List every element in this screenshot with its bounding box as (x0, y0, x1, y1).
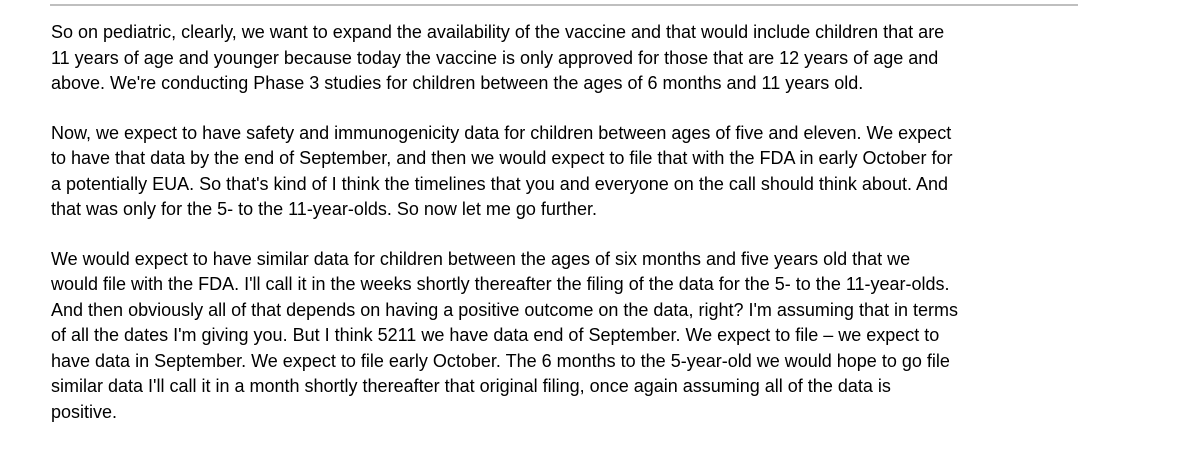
text-line: that was only for the 5- to the 11-year-olds. So now let me go further. (51, 199, 597, 219)
text-line: So on pediatric, clearly, we want to expand the availability of the vaccine and that would include children that are (51, 22, 945, 42)
transcript-body (51, 20, 1151, 449)
paragraph-timeline-5-to-11 (51, 121, 1151, 223)
text-line: positive. (51, 401, 118, 422)
text-line: above. We're conducting Phase 3 studies for children between the ages of 6 months and 11 years old. (51, 73, 864, 93)
text-line: to have that data by the end of September, and then we would expect to file that with the FDA in early October for (51, 148, 953, 168)
text-line: similar data I'll call it in a month shortly thereafter that original filing, once again assuming all of the data is (51, 376, 891, 396)
top-divider (50, 4, 1078, 6)
text-line: a potentially EUA. So that's kind of I think the timelines that you and everyone on the call should think about. And (51, 173, 948, 194)
text-line: And then obviously all of that depends on having a positive outcome on the data, right? I'm assuming that in terms (51, 299, 958, 320)
text-line: would file with the FDA. I'll call it in the weeks shortly thereafter the filing of the data for the 5- to the 11-year-olds. (51, 274, 950, 294)
text-line: of all the dates I'm giving you. But I think 5211 we have data end of September. We expect to file – we expect to (51, 325, 940, 345)
paragraph-pediatric-intro (51, 20, 1151, 97)
text-line: have data in September. We expect to file early October. The 6 months to the 5-year-old we would hope to go file (51, 350, 950, 371)
text-line: Now, we expect to have safety and immunogenicity data for children between ages of five and eleven. We expect (51, 122, 952, 143)
text-line: 11 years of age and younger because today the vaccine is only approved for those that are 12 years of age and (51, 47, 939, 68)
paragraph-six-months-to-five (51, 247, 1151, 426)
text-line: We would expect to have similar data for children between the ages of six months and five years old that we (51, 248, 911, 269)
